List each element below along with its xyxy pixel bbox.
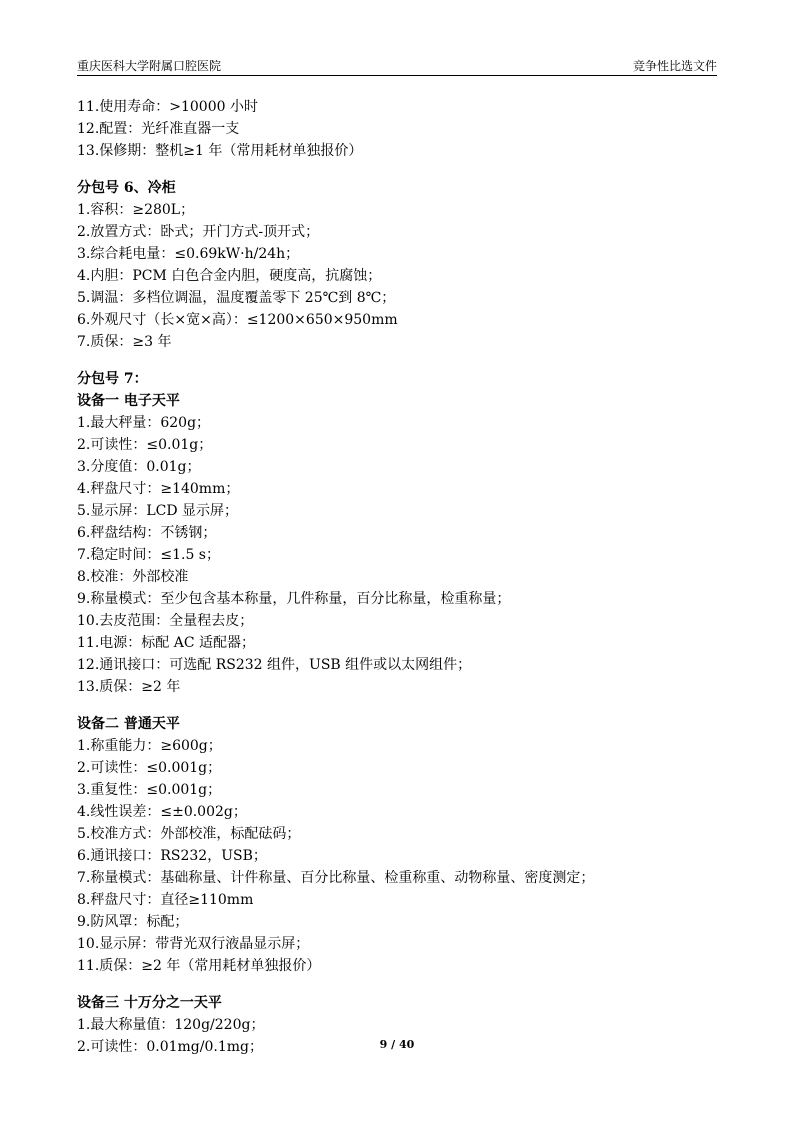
spec-line: 1.称重能力：≥600g；: [77, 738, 222, 754]
spec-line: 4.秤盘尺寸：≥140mm；: [77, 481, 240, 497]
spec-line: 6.秤盘结构：不锈钢；: [77, 525, 217, 541]
device-2-title: 设备二 普通天平: [77, 716, 180, 732]
spec-line: 9.防风罩：标配；: [77, 914, 189, 930]
spec-line: 2.可读性：≤0.001g；: [77, 760, 222, 776]
spec-line: 3.综合耗电量：≤0.69kW·h/24h；: [77, 246, 300, 262]
spec-line: 1.容积：≥280L；: [77, 202, 195, 218]
device-1-title: 设备一 电子天平: [77, 393, 180, 409]
spec-line: 5.校准方式：外部校准，标配砝码；: [77, 826, 301, 842]
spec-line: 12.通讯接口：可选配 RS232 组件，USB 组件或以太网组件；: [77, 657, 472, 673]
spec-line: 5.调温：多档位调温，温度覆盖零下 25℃到 8℃；: [77, 290, 396, 306]
spec-line: 3.重复性：≤0.001g；: [77, 782, 222, 798]
spec-line: 13.质保：≥2 年: [77, 679, 181, 695]
spec-line: 2.放置方式：卧式；开门方式-顶开式；: [77, 224, 320, 240]
spec-line: 11.电源：标配 AC 适配器；: [77, 635, 255, 651]
spec-line: 6.外观尺寸（长×宽×高）：≤1200×650×950mm: [77, 312, 398, 328]
spec-line: 2.可读性：0.01mg/0.1mg；: [77, 1039, 263, 1055]
device-3-title: 设备三 十万分之一天平: [77, 995, 222, 1011]
spec-line: 13.保修期：整机≥1 年（常用耗材单独报价）: [77, 143, 363, 159]
header-document-type: 竞争性比选文件: [632, 59, 717, 73]
spec-line: 11.使用寿命：>10000 小时: [77, 99, 258, 115]
spec-line: 4.内胆：PCM 白色合金内胆，硬度高，抗腐蚀；: [77, 268, 382, 284]
spec-line: 1.最大称量值：120g/220g；: [77, 1017, 265, 1033]
document-body: [77, 96, 734, 1058]
package-7-title: 分包号 7：: [77, 371, 148, 387]
spec-line: 1.最大秤量：620g；: [77, 415, 211, 431]
header-hospital-name: 重庆医科大学附属口腔医院: [77, 59, 222, 73]
page-header: [77, 55, 717, 76]
spec-line: 7.称量模式：基础称量、计件称量、百分比称量、检重称重、动物称量、密度测定；: [77, 870, 595, 886]
spec-line: 10.显示屏：带背光双行液晶显示屏；: [77, 936, 310, 952]
spec-line: 7.稳定时间：≤1.5 s；: [77, 547, 220, 563]
spec-line: 6.通讯接口：RS232，USB；: [77, 848, 267, 864]
spec-line: 2.可读性：≤0.01g；: [77, 437, 213, 453]
package-6-title: 分包号 6、冷柜: [77, 180, 176, 196]
spec-line: 3.分度值：0.01g；: [77, 459, 201, 475]
spec-line: 10.去皮范围：全量程去皮；: [77, 613, 254, 629]
spec-line: 12.配置：光纤准直器一支: [77, 121, 240, 137]
spec-line: 8.秤盘尺寸：直径≥110mm: [77, 892, 254, 908]
spec-line: 5.显示屏：LCD 显示屏；: [77, 503, 239, 519]
spec-line: 9.称量模式：至少包含基本称量，几件称量，百分比称量，检重称量；: [77, 591, 511, 607]
spec-line: 4.线性误差：≤±0.002g；: [77, 804, 247, 820]
spec-line: 11.质保：≥2 年（常用耗材单独报价）: [77, 958, 321, 974]
page-number: 9 / 40: [379, 1038, 415, 1051]
spec-line: 7.质保：≥3 年: [77, 334, 172, 350]
spec-line: 8.校准：外部校准: [77, 569, 189, 585]
